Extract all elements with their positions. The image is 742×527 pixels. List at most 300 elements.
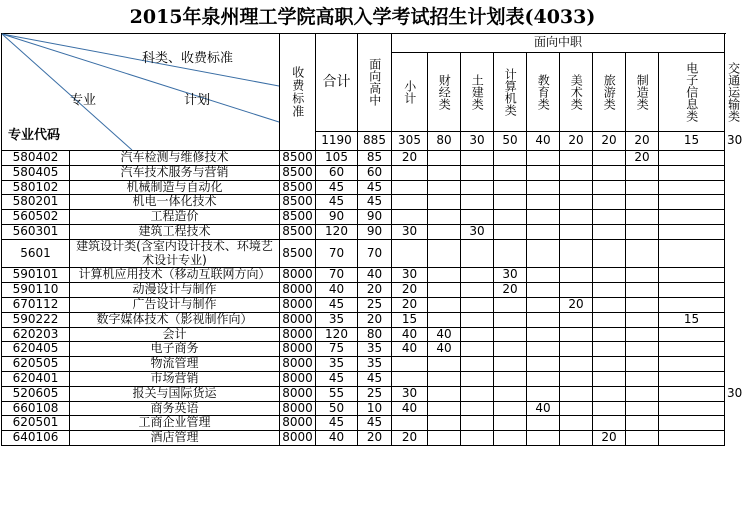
table-row <box>2 357 725 372</box>
cell-code: 580201 <box>2 195 70 210</box>
cell-code: 590110 <box>2 283 70 298</box>
cell-jiaoyu: 40 <box>527 401 560 416</box>
table-row <box>2 416 725 431</box>
cell-dianzi <box>659 297 725 312</box>
cell-tujian <box>461 327 494 342</box>
cell-meishu <box>560 312 593 327</box>
cell-tujian <box>461 268 494 283</box>
cell-xiaoji <box>392 371 428 386</box>
cell-jiaoyu <box>527 268 560 283</box>
cell-dianzi <box>659 268 725 283</box>
cell-gaozhong: 90 <box>358 224 392 239</box>
cell-caijing <box>428 371 461 386</box>
cell-zhizao <box>626 268 659 283</box>
cell-dianzi <box>659 416 725 431</box>
cell-major-name: 广告设计与制作 <box>70 297 280 312</box>
cell-total: 40 <box>316 431 358 446</box>
header-from-vocational: 面向中职 <box>392 34 725 53</box>
cell-jisuanji <box>494 386 527 401</box>
cell-gaozhong: 20 <box>358 283 392 298</box>
cell-tujian <box>461 312 494 327</box>
cell-dianzi <box>659 357 725 372</box>
cell-major-name: 物流管理 <box>70 357 280 372</box>
cell-jisuanji <box>494 165 527 180</box>
cell-fee: 8000 <box>280 431 316 446</box>
cell-meishu <box>560 357 593 372</box>
header-corner-cell <box>2 34 280 151</box>
cell-major-name: 酒店管理 <box>70 431 280 446</box>
totals-caijing: 80 <box>428 131 461 150</box>
cell-jiaoyu <box>527 327 560 342</box>
table-row <box>2 401 725 416</box>
table-row <box>2 371 725 386</box>
cell-lvyou <box>593 224 626 239</box>
cell-gaozhong: 85 <box>358 151 392 166</box>
cell-caijing <box>428 151 461 166</box>
totals-jisuanji: 50 <box>494 131 527 150</box>
cell-lvyou <box>593 195 626 210</box>
cell-dianzi <box>659 401 725 416</box>
cell-fee: 8500 <box>280 165 316 180</box>
cell-code: 590101 <box>2 268 70 283</box>
cell-fee: 8000 <box>280 268 316 283</box>
cell-code: 590222 <box>2 312 70 327</box>
cell-dianzi <box>659 283 725 298</box>
cell-fee: 8500 <box>280 180 316 195</box>
cell-zhizao <box>626 195 659 210</box>
cell-fee: 8000 <box>280 283 316 298</box>
cell-jisuanji: 20 <box>494 283 527 298</box>
cell-zhizao <box>626 431 659 446</box>
cell-jiaoyu <box>527 431 560 446</box>
cell-zhizao <box>626 371 659 386</box>
cell-code: 580102 <box>2 180 70 195</box>
table-row <box>2 312 725 327</box>
cell-caijing <box>428 195 461 210</box>
cell-zhizao <box>626 416 659 431</box>
cell-code: 620405 <box>2 342 70 357</box>
cell-lvyou <box>593 268 626 283</box>
cell-code: 5601 <box>2 239 70 268</box>
cell-caijing <box>428 401 461 416</box>
cell-meishu <box>560 431 593 446</box>
cell-major-name: 建筑设计类(含室内设计技术、环境艺术设计专业) <box>70 239 280 268</box>
header-label-plan: 计划 <box>184 93 211 108</box>
cell-dianzi <box>659 151 725 166</box>
cell-jiaoyu <box>527 416 560 431</box>
header-sub-dianzi <box>659 53 725 132</box>
cell-tujian <box>461 401 494 416</box>
cell-code: 580402 <box>2 151 70 166</box>
header-sub-jiaoyu-text: 教育类 <box>536 73 551 110</box>
table-row <box>2 431 725 446</box>
cell-major-name: 计算机应用技术（移动互联网方向） <box>70 268 280 283</box>
cell-lvyou <box>593 151 626 166</box>
cell-lvyou <box>593 357 626 372</box>
header-sub-caijing <box>428 53 461 132</box>
cell-xiaoji: 30 <box>392 224 428 239</box>
cell-major-name: 市场营销 <box>70 371 280 386</box>
header-sub-lvyou-text: 旅游类 <box>602 73 617 110</box>
cell-total: 120 <box>316 224 358 239</box>
cell-gaozhong: 25 <box>358 386 392 401</box>
cell-gaozhong: 80 <box>358 327 392 342</box>
cell-code: 620501 <box>2 416 70 431</box>
cell-caijing: 40 <box>428 342 461 357</box>
cell-fee: 8000 <box>280 312 316 327</box>
cell-meishu <box>560 224 593 239</box>
cell-fee: 8000 <box>280 297 316 312</box>
cell-xiaoji <box>392 416 428 431</box>
cell-total: 70 <box>316 239 358 268</box>
cell-caijing <box>428 297 461 312</box>
cell-caijing <box>428 431 461 446</box>
cell-lvyou <box>593 416 626 431</box>
header-sub-zhizao <box>626 53 659 132</box>
cell-total: 40 <box>316 283 358 298</box>
cell-fee: 8000 <box>280 342 316 357</box>
cell-total: 90 <box>316 210 358 225</box>
header-label-major-code: 专业代码 <box>8 128 61 143</box>
header-sub-xiaoji-text: 小计 <box>402 79 417 104</box>
cell-tujian <box>461 180 494 195</box>
header-fee-standard-text: 收费标准 <box>290 66 305 118</box>
totals-gaozhong: 885 <box>358 131 392 150</box>
table-row <box>2 195 725 210</box>
table-row <box>2 180 725 195</box>
cell-jisuanji <box>494 371 527 386</box>
cell-gaozhong: 45 <box>358 416 392 431</box>
cell-major-name: 机电一体化技术 <box>70 195 280 210</box>
cell-zhizao <box>626 401 659 416</box>
cell-fee: 8500 <box>280 195 316 210</box>
cell-total: 45 <box>316 371 358 386</box>
table-row <box>2 239 725 268</box>
cell-gaozhong: 35 <box>358 357 392 372</box>
cell-jiaoyu <box>527 357 560 372</box>
cell-gaozhong: 20 <box>358 431 392 446</box>
cell-zhizao <box>626 180 659 195</box>
cell-major-name: 会计 <box>70 327 280 342</box>
cell-meishu <box>560 371 593 386</box>
cell-xiaoji <box>392 180 428 195</box>
cell-dianzi <box>659 371 725 386</box>
header-sub-xiaoji <box>392 53 428 132</box>
cell-total: 45 <box>316 195 358 210</box>
cell-jisuanji <box>494 151 527 166</box>
cell-total: 35 <box>316 312 358 327</box>
cell-fee: 8000 <box>280 357 316 372</box>
cell-zhizao <box>626 312 659 327</box>
cell-major-name: 机械制造与自动化 <box>70 180 280 195</box>
cell-tujian <box>461 151 494 166</box>
cell-gaozhong: 90 <box>358 210 392 225</box>
totals-xiaoji: 305 <box>392 131 428 150</box>
cell-lvyou <box>593 283 626 298</box>
cell-xiaoji: 20 <box>392 151 428 166</box>
cell-lvyou <box>593 312 626 327</box>
cell-major-name: 建筑工程技术 <box>70 224 280 239</box>
cell-jiaoyu <box>527 195 560 210</box>
header-sub-dianzi-text: 电子信息类 <box>684 61 699 122</box>
cell-lvyou <box>593 386 626 401</box>
cell-caijing <box>428 180 461 195</box>
cell-zhizao <box>626 386 659 401</box>
cell-caijing <box>428 210 461 225</box>
header-sub-tujian-text: 土建类 <box>470 73 485 110</box>
cell-jiaoyu <box>527 297 560 312</box>
cell-caijing <box>428 283 461 298</box>
cell-gaozhong: 25 <box>358 297 392 312</box>
cell-gaozhong: 45 <box>358 195 392 210</box>
cell-xiaoji: 40 <box>392 342 428 357</box>
cell-total: 70 <box>316 268 358 283</box>
table-body <box>2 150 742 446</box>
cell-lvyou <box>593 180 626 195</box>
cell-lvyou <box>593 297 626 312</box>
cell-major-name: 商务英语 <box>70 401 280 416</box>
cell-gaozhong: 40 <box>358 268 392 283</box>
cell-xiaoji <box>392 195 428 210</box>
cell-xiaoji: 20 <box>392 297 428 312</box>
cell-jisuanji <box>494 342 527 357</box>
cell-jisuanji <box>494 180 527 195</box>
cell-jiaoyu <box>527 180 560 195</box>
header-sub-jisuanji-text: 计算机类 <box>503 67 518 116</box>
cell-tujian <box>461 195 494 210</box>
cell-code: 620505 <box>2 357 70 372</box>
cell-code: 660108 <box>2 401 70 416</box>
cell-fee: 8500 <box>280 210 316 225</box>
cell-meishu <box>560 210 593 225</box>
cell-dianzi <box>659 195 725 210</box>
table-row <box>2 224 725 239</box>
cell-major-name: 汽车技术服务与营销 <box>70 165 280 180</box>
header-sub-jiaoyu <box>527 53 560 132</box>
cell-total: 120 <box>316 327 358 342</box>
cell-fee: 8000 <box>280 401 316 416</box>
cell-total: 75 <box>316 342 358 357</box>
cell-lvyou <box>593 239 626 268</box>
totals-zhizao: 20 <box>626 131 659 150</box>
cell-zhizao <box>626 165 659 180</box>
cell-jisuanji <box>494 297 527 312</box>
cell-major-name: 汽车检测与维修技术 <box>70 151 280 166</box>
cell-zhizao <box>626 327 659 342</box>
cell-dianzi <box>659 386 725 401</box>
header-sub-zhizao-text: 制造类 <box>635 73 650 110</box>
cell-meishu <box>560 268 593 283</box>
cell-major-name: 工商企业管理 <box>70 416 280 431</box>
cell-tujian: 30 <box>461 224 494 239</box>
header-total-text: 合计 <box>322 74 351 91</box>
cell-tujian <box>461 283 494 298</box>
totals-lvyou: 20 <box>593 131 626 150</box>
cell-caijing <box>428 268 461 283</box>
totals-meishu: 20 <box>560 131 593 150</box>
cell-xiaoji <box>392 165 428 180</box>
totals-tujian: 30 <box>461 131 494 150</box>
cell-caijing: 40 <box>428 327 461 342</box>
cell-jisuanji <box>494 401 527 416</box>
cell-jiaoyu <box>527 283 560 298</box>
table-row <box>2 210 725 225</box>
cell-jisuanji <box>494 195 527 210</box>
cell-zhizao <box>626 283 659 298</box>
cell-tujian <box>461 431 494 446</box>
header-sub-jiaotong-text: 交通运输类 <box>726 61 741 122</box>
cell-code: 580405 <box>2 165 70 180</box>
cell-zhizao <box>626 357 659 372</box>
cell-dianzi <box>659 431 725 446</box>
admission-plan-table <box>1 33 742 446</box>
cell-jiaoyu <box>527 239 560 268</box>
cell-caijing <box>428 224 461 239</box>
cell-xiaoji: 40 <box>392 327 428 342</box>
cell-major-name: 动漫设计与制作 <box>70 283 280 298</box>
cell-code: 560502 <box>2 210 70 225</box>
cell-fee: 8000 <box>280 416 316 431</box>
cell-jisuanji <box>494 416 527 431</box>
table-row: 520605 报关与国际货运 8000 55 25 30 30 <box>2 386 725 401</box>
cell-gaozhong: 10 <box>358 401 392 416</box>
cell-jisuanji <box>494 312 527 327</box>
cell-jiaoyu <box>527 165 560 180</box>
cell-total: 55 <box>316 386 358 401</box>
header-row-1 <box>2 34 725 53</box>
cell-total: 35 <box>316 357 358 372</box>
cell-fee: 8000 <box>280 371 316 386</box>
cell-code: 670112 <box>2 297 70 312</box>
cell-total: 60 <box>316 165 358 180</box>
cell-gaozhong: 60 <box>358 165 392 180</box>
cell-lvyou <box>593 327 626 342</box>
header-sub-jisuanji <box>494 53 527 132</box>
header-sub-tujian <box>461 53 494 132</box>
cell-major-name: 电子商务 <box>70 342 280 357</box>
cell-major-name: 工程造价 <box>70 210 280 225</box>
header-sub-caijing-text: 财经类 <box>437 73 452 110</box>
cell-jiaoyu <box>527 386 560 401</box>
cell-zhizao <box>626 224 659 239</box>
cell-tujian <box>461 357 494 372</box>
cell-tujian <box>461 386 494 401</box>
cell-zhizao <box>626 210 659 225</box>
cell-meishu: 20 <box>560 297 593 312</box>
cell-lvyou: 20 <box>593 431 626 446</box>
header-from-highschool <box>358 34 392 132</box>
cell-gaozhong: 70 <box>358 239 392 268</box>
cell-tujian <box>461 210 494 225</box>
cell-meishu <box>560 386 593 401</box>
cell-meishu <box>560 151 593 166</box>
cell-tujian <box>461 239 494 268</box>
cell-lvyou <box>593 165 626 180</box>
cell-dianzi <box>659 210 725 225</box>
cell-fee: 8500 <box>280 151 316 166</box>
cell-xiaoji: 30 <box>392 268 428 283</box>
cell-meishu <box>560 195 593 210</box>
totals-jiaoyu: 40 <box>527 131 560 150</box>
cell-code: 620203 <box>2 327 70 342</box>
cell-dianzi <box>659 327 725 342</box>
cell-meishu <box>560 416 593 431</box>
cell-fee: 8000 <box>280 327 316 342</box>
cell-lvyou <box>593 401 626 416</box>
cell-meishu <box>560 401 593 416</box>
header-sub-lvyou <box>593 53 626 132</box>
page-title: 2015年泉州理工学院高职入学考试招生计划表(4033) <box>129 6 596 28</box>
cell-jiaoyu <box>527 312 560 327</box>
cell-fee: 8500 <box>280 239 316 268</box>
cell-major-name: 数字媒体技术（影视制作向） <box>70 312 280 327</box>
cell-total: 45 <box>316 180 358 195</box>
cell-fee: 8500 <box>280 224 316 239</box>
header-total <box>316 34 358 132</box>
cell-gaozhong: 45 <box>358 180 392 195</box>
cell-xiaoji: 15 <box>392 312 428 327</box>
cell-jisuanji <box>494 431 527 446</box>
cell-meishu <box>560 283 593 298</box>
cell-fee: 8000 <box>280 386 316 401</box>
header-from-highschool-text: 面向高中 <box>367 58 382 107</box>
cell-total: 105 <box>316 151 358 166</box>
table-row <box>2 151 725 166</box>
cell-meishu <box>560 327 593 342</box>
cell-major-name: 报关与国际货运 <box>70 386 280 401</box>
cell-xiaoji: 40 <box>392 401 428 416</box>
cell-caijing <box>428 239 461 268</box>
cell-tujian <box>461 342 494 357</box>
cell-lvyou <box>593 371 626 386</box>
cell-tujian <box>461 371 494 386</box>
cell-caijing <box>428 357 461 372</box>
cell-meishu <box>560 342 593 357</box>
cell-dianzi <box>659 342 725 357</box>
cell-xiaoji <box>392 357 428 372</box>
totals-total: 1190 <box>316 131 358 150</box>
header-label-category-fee: 科类、收费标准 <box>142 51 234 66</box>
cell-dianzi: 15 <box>659 312 725 327</box>
cell-lvyou <box>593 342 626 357</box>
cell-jiaoyu <box>527 342 560 357</box>
cell-jisuanji <box>494 327 527 342</box>
cell-xiaoji: 20 <box>392 431 428 446</box>
cell-tujian <box>461 165 494 180</box>
cell-total: 45 <box>316 297 358 312</box>
cell-zhizao <box>626 297 659 312</box>
totals-dianzi: 15 <box>659 131 725 150</box>
cell-jiaoyu <box>527 210 560 225</box>
cell-gaozhong: 20 <box>358 312 392 327</box>
header-fee-standard <box>280 34 316 151</box>
cell-code: 620401 <box>2 371 70 386</box>
cell-caijing <box>428 386 461 401</box>
table-row <box>2 342 725 357</box>
cell-gaozhong: 35 <box>358 342 392 357</box>
table-row <box>2 297 725 312</box>
cell-tujian <box>461 297 494 312</box>
cell-code: 640106 <box>2 431 70 446</box>
table-row <box>2 165 725 180</box>
cell-total: 50 <box>316 401 358 416</box>
cell-meishu <box>560 239 593 268</box>
cell-caijing <box>428 312 461 327</box>
cell-code: 560301 <box>2 224 70 239</box>
cell-meishu <box>560 180 593 195</box>
table-row <box>2 283 725 298</box>
cell-jisuanji <box>494 224 527 239</box>
